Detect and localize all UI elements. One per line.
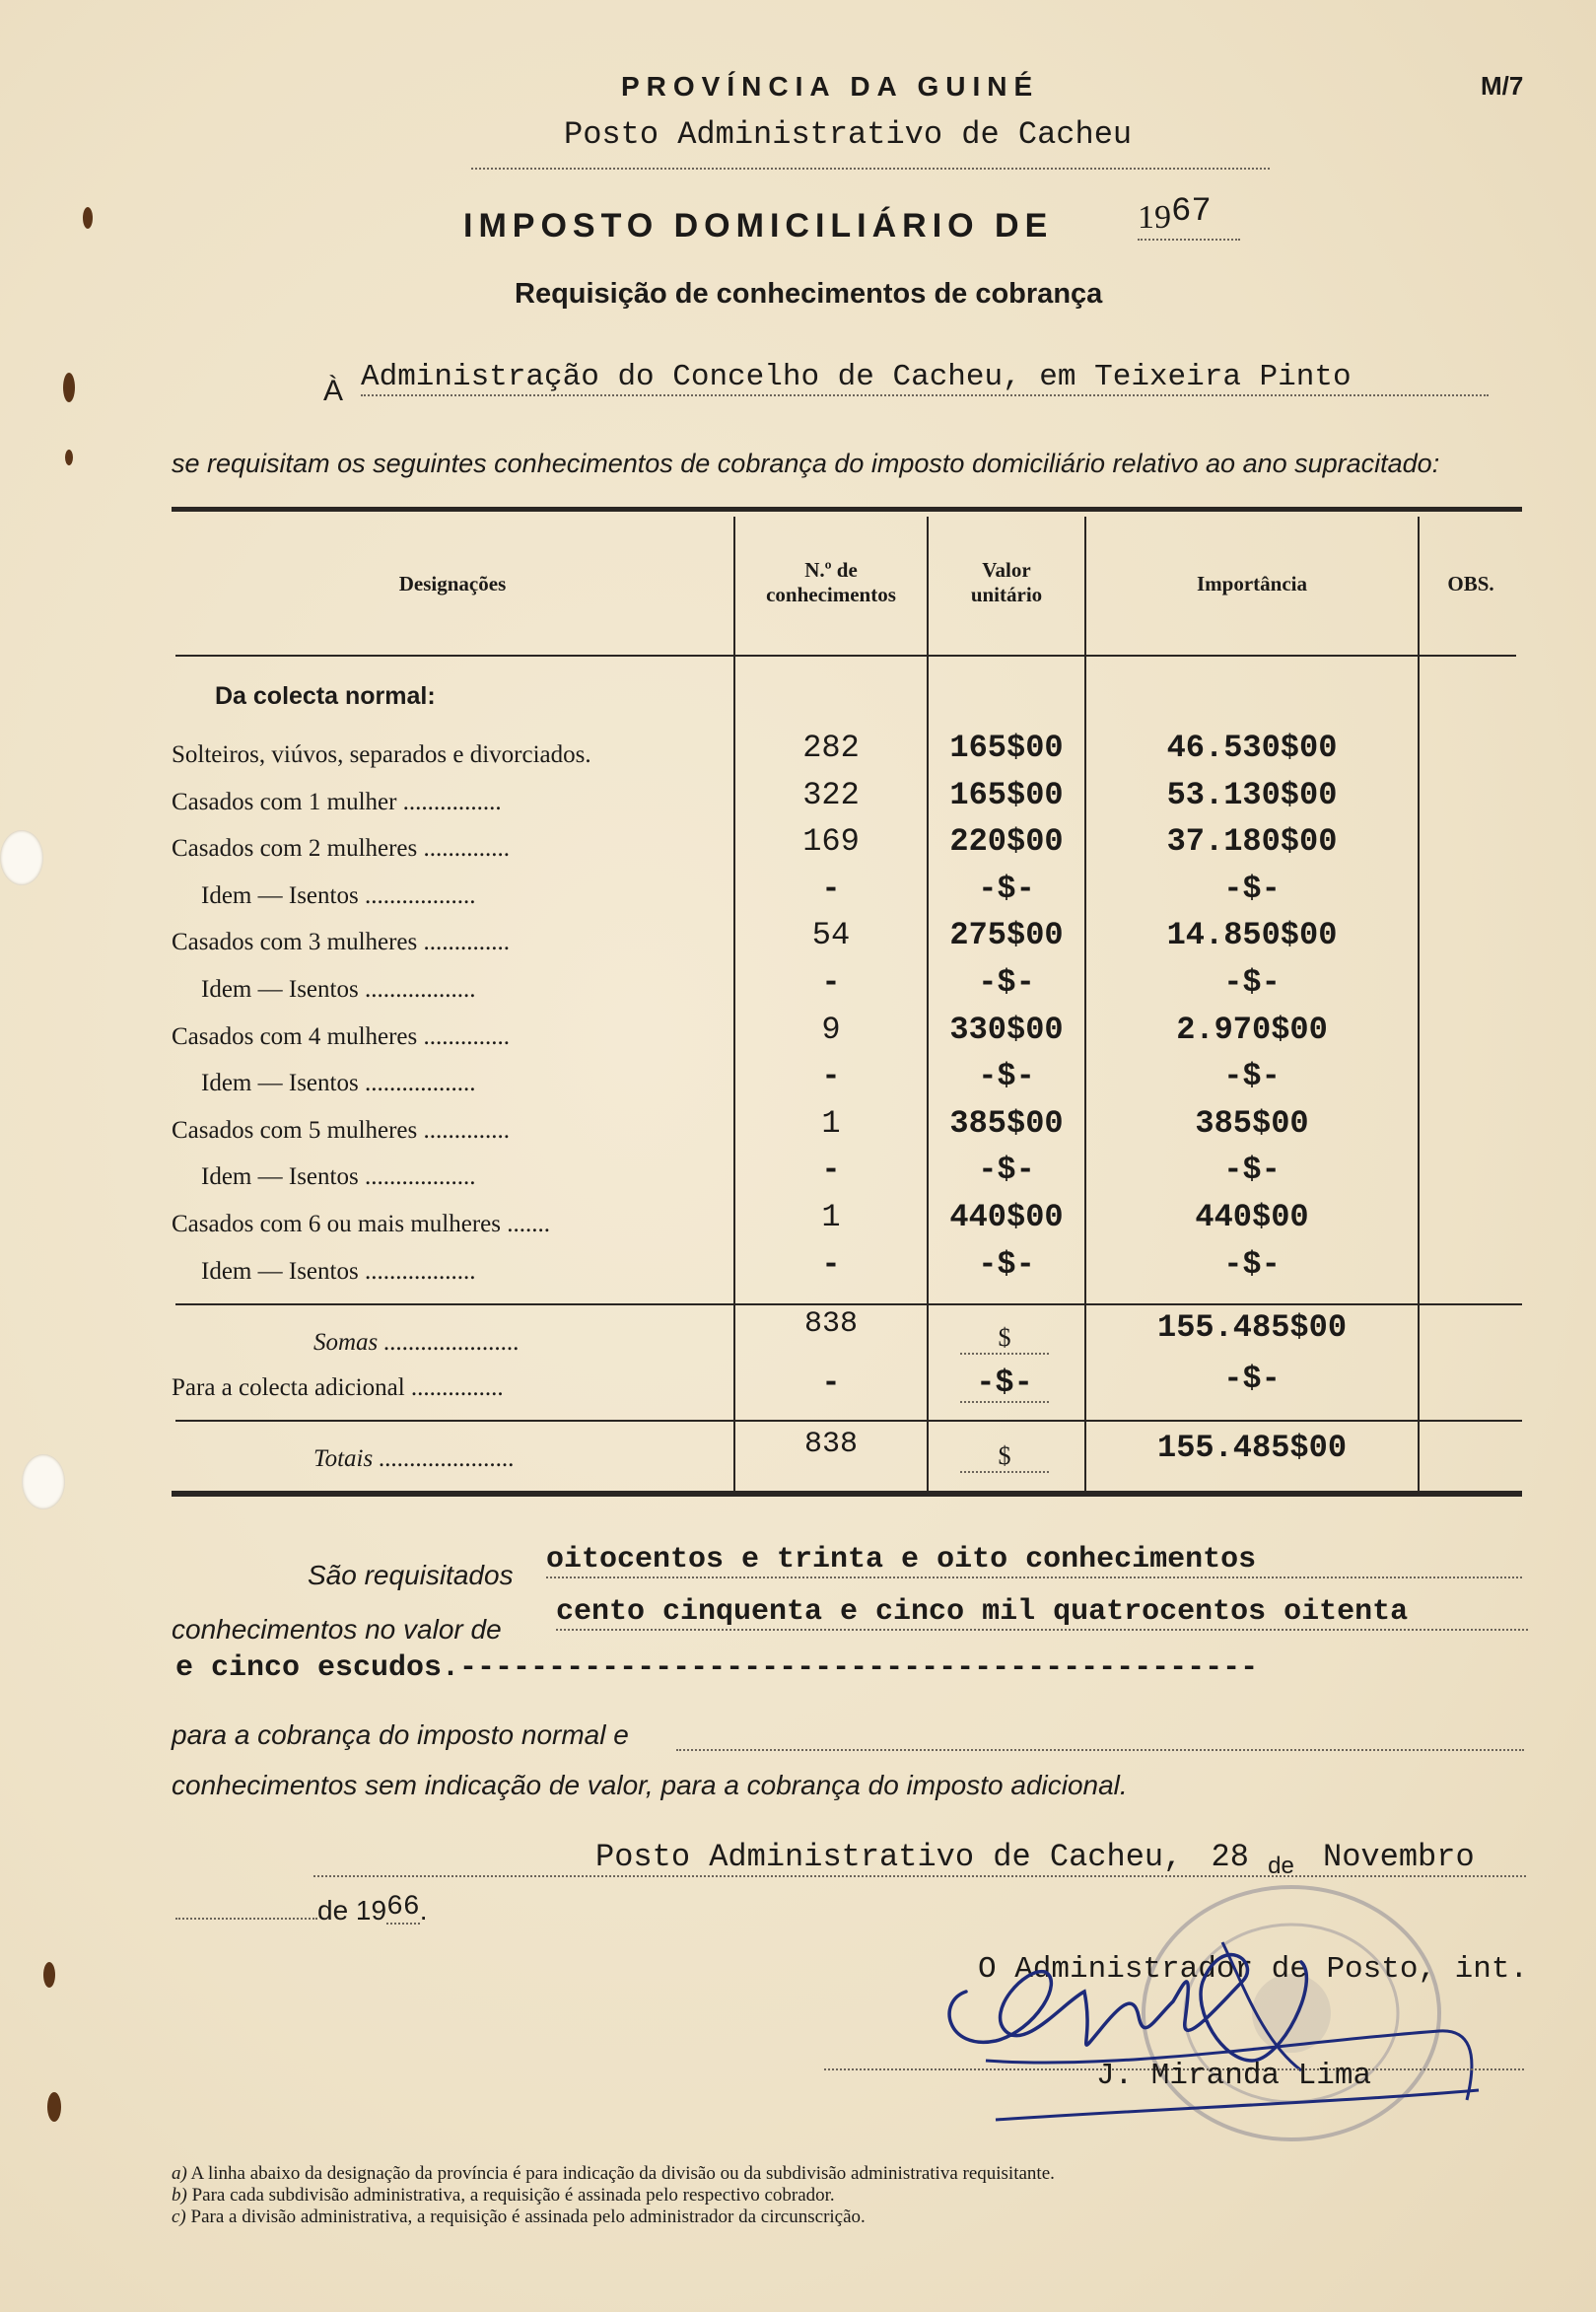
table-row-n: 322 bbox=[802, 777, 860, 813]
footnote-a bbox=[172, 2163, 1055, 2185]
table-row-valor: 220$00 bbox=[949, 823, 1064, 860]
somas-importancia: 155.485$00 bbox=[1156, 1309, 1348, 1346]
posto-dotted-line bbox=[471, 168, 1270, 170]
table-row-importancia: -$- bbox=[1223, 871, 1281, 907]
somas-valor: $ bbox=[960, 1323, 1049, 1355]
table-row-label: Idem — Isentos .................. bbox=[201, 1163, 476, 1190]
tax-year bbox=[1138, 193, 1240, 241]
footnote-c-mark: c) bbox=[172, 2207, 186, 2227]
rust-mark bbox=[83, 207, 93, 229]
date-year-suffix: 66 bbox=[386, 1892, 420, 1923]
date-year bbox=[175, 1892, 428, 1928]
header-n-line2: conhecimentos bbox=[766, 583, 896, 606]
table-row-n: - bbox=[821, 1152, 841, 1188]
tax-title: IMPOSTO DOMICILIÁRIO DE bbox=[463, 207, 1054, 245]
table-row-label: Casados com 4 mulheres .............. bbox=[172, 1023, 511, 1050]
punch-hole-bottom bbox=[22, 1454, 65, 1509]
adicional-valor: -$- bbox=[960, 1365, 1049, 1403]
table-row-label: Idem — Isentos .................. bbox=[201, 1070, 476, 1096]
requisition-value-count: oitocentos e trinta e oito conhecimentos bbox=[546, 1543, 1522, 1578]
footnote-b bbox=[172, 2185, 835, 2207]
table-row-n: 169 bbox=[802, 823, 860, 860]
table-row-importancia: -$- bbox=[1223, 1246, 1281, 1283]
col-divider-valor bbox=[927, 517, 929, 1491]
destination-name: Administração do Concelho de Cacheu, em Teixeira Pinto bbox=[361, 360, 1489, 396]
table-row-label: Casados com 2 mulheres .............. bbox=[172, 835, 511, 862]
table-row-importancia: 53.130$00 bbox=[1166, 777, 1338, 813]
table-row-valor: -$- bbox=[978, 964, 1035, 1001]
table-top-border bbox=[172, 507, 1522, 512]
admin-title: O Administrador de Posto, int. bbox=[978, 1952, 1529, 1987]
table-row-valor: 165$00 bbox=[949, 777, 1064, 813]
table-bottom-border bbox=[172, 1491, 1522, 1497]
requisition-text-3: para a cobrança do imposto normal e bbox=[172, 1719, 629, 1750]
table-row-n: 1 bbox=[821, 1199, 841, 1235]
date-year-prefix: de 19 bbox=[317, 1895, 387, 1926]
table-row-label: Idem — Isentos .................. bbox=[201, 882, 476, 909]
col-divider-obs bbox=[1418, 517, 1420, 1491]
table-row-importancia: -$- bbox=[1223, 1152, 1281, 1188]
handwritten-signature bbox=[927, 1923, 1498, 2130]
totais-importancia: 155.485$00 bbox=[1156, 1430, 1348, 1466]
form-code: M/7 bbox=[1481, 71, 1524, 101]
totais-n: 838 bbox=[803, 1428, 858, 1461]
table-row-n: - bbox=[821, 964, 841, 1001]
posto-name: Posto Administrativo de Cacheu bbox=[564, 116, 1133, 153]
destination-prefix: À bbox=[323, 375, 344, 407]
table-row-n: 1 bbox=[821, 1105, 841, 1142]
requisition-value-amount-cont: e cinco escudos.--------------------------------------------- bbox=[175, 1651, 1259, 1685]
totais-valor: $ bbox=[960, 1441, 1049, 1473]
requisition-value-amount: cento cinquenta e cinco mil quatrocentos oitenta bbox=[556, 1595, 1528, 1631]
requisition-table bbox=[172, 507, 1522, 1499]
requisition-dotted-line bbox=[676, 1749, 1524, 1751]
requisition-title: Requisição de conhecimentos de cobrança bbox=[515, 278, 1103, 310]
header-valor-line2: unitário bbox=[970, 583, 1043, 606]
table-row-label: Idem — Isentos .................. bbox=[201, 976, 476, 1003]
table-row-valor: -$- bbox=[978, 1152, 1035, 1188]
punch-hole-top bbox=[0, 830, 43, 885]
table-row-label: Idem — Isentos .................. bbox=[201, 1258, 476, 1285]
table-row-n: - bbox=[821, 1058, 841, 1094]
requisition-text-2: conhecimentos no valor de bbox=[172, 1614, 502, 1645]
totais-label: Totais ...................... bbox=[313, 1445, 515, 1472]
table-row-label: Casados com 5 mulheres .............. bbox=[172, 1117, 511, 1144]
table-row-valor: 440$00 bbox=[949, 1199, 1064, 1235]
footnote-a-text: A linha abaixo da designação da província é para indicação da divisão ou da subdivisão administrativa requisitante. bbox=[190, 2163, 1055, 2184]
header-importancia: Importância bbox=[1197, 572, 1307, 596]
requisition-text-1: São requisitados bbox=[308, 1560, 514, 1590]
table-row-label: Solteiros, viúvos, separados e divorciados. bbox=[172, 741, 591, 768]
table-row-valor: 165$00 bbox=[949, 730, 1064, 766]
table-row-n: 282 bbox=[802, 730, 860, 766]
section-title: Da colecta normal: bbox=[215, 682, 436, 710]
table-row-importancia: 385$00 bbox=[1195, 1105, 1309, 1142]
table-row-label: Casados com 6 ou mais mulheres ....... bbox=[172, 1211, 550, 1237]
date-day: 28 bbox=[1211, 1839, 1249, 1875]
header-designacoes: Designações bbox=[398, 572, 507, 596]
adicional-importancia: -$- bbox=[1223, 1361, 1281, 1397]
header-n-conhecimentos bbox=[735, 558, 927, 607]
footnote-a-mark: a) bbox=[172, 2163, 187, 2184]
requisition-text-4: conhecimentos sem indicação de valor, para a cobrança do imposto adicional. bbox=[172, 1770, 1128, 1800]
header-divider bbox=[175, 655, 733, 657]
admin-name: J. Miranda Lima bbox=[1096, 2059, 1372, 2093]
adicional-label: Para a colecta adicional ............... bbox=[172, 1374, 504, 1401]
table-row-valor: -$- bbox=[978, 871, 1035, 907]
table-row-label: Casados com 1 mulher ................ bbox=[172, 789, 502, 815]
table-row-valor: -$- bbox=[978, 1246, 1035, 1283]
header-valor-line1: Valor bbox=[982, 558, 1031, 582]
place-name: Posto Administrativo de Cacheu, bbox=[595, 1839, 1183, 1875]
table-row-n: 9 bbox=[821, 1012, 841, 1048]
table-row-importancia: 440$00 bbox=[1195, 1199, 1309, 1235]
province-title: PROVÍNCIA DA GUINÉ bbox=[621, 71, 1040, 102]
table-row-valor: 275$00 bbox=[949, 917, 1064, 953]
table-row-n: - bbox=[821, 1246, 841, 1283]
date-month: Novembro bbox=[1323, 1839, 1475, 1875]
footnote-c-text: Para a divisão administrativa, a requisição é assinada pelo administrador da circunscrição. bbox=[190, 2207, 866, 2227]
table-row-n: 54 bbox=[811, 917, 851, 953]
table-row-valor: 330$00 bbox=[949, 1012, 1064, 1048]
footnote-c bbox=[172, 2207, 866, 2228]
footnote-b-text: Para cada subdivisão administrativa, a requisição é assinada pelo respectivo cobrador. bbox=[191, 2185, 835, 2206]
table-row-importancia: -$- bbox=[1223, 1058, 1281, 1094]
header-n-line1: N.º de bbox=[804, 558, 858, 582]
rust-mark bbox=[43, 1962, 55, 1988]
table-row-importancia: -$- bbox=[1223, 964, 1281, 1001]
date-de: de bbox=[1268, 1853, 1294, 1879]
table-row-importancia: 2.970$00 bbox=[1176, 1012, 1328, 1048]
rust-mark bbox=[47, 2092, 61, 2122]
table-row-label: Casados com 3 mulheres .............. bbox=[172, 929, 511, 955]
rust-mark bbox=[63, 373, 75, 402]
table-row-importancia: 46.530$00 bbox=[1166, 730, 1338, 766]
table-row-n: - bbox=[821, 871, 841, 907]
totais-divider bbox=[175, 1420, 1522, 1422]
tax-year-suffix: 67 bbox=[1171, 193, 1212, 231]
requisition-intro: se requisitam os seguintes conhecimentos de cobrança do imposto domiciliário relativo ao ano supracitado: bbox=[172, 449, 1440, 478]
table-row-importancia: 14.850$00 bbox=[1166, 917, 1338, 953]
somas-label: Somas ...................... bbox=[313, 1329, 520, 1356]
table-row-importancia: 37.180$00 bbox=[1166, 823, 1338, 860]
somas-n: 838 bbox=[803, 1307, 858, 1341]
footnote-b-mark: b) bbox=[172, 2185, 187, 2206]
year-dots bbox=[175, 1918, 317, 1920]
header-divider-right bbox=[735, 655, 1516, 657]
year-end-dot: . bbox=[419, 1895, 428, 1926]
adicional-n: - bbox=[821, 1365, 841, 1401]
header-valor bbox=[929, 558, 1084, 607]
table-row-valor: -$- bbox=[978, 1058, 1035, 1094]
col-divider-n bbox=[733, 517, 735, 1491]
table-row-valor: 385$00 bbox=[949, 1105, 1064, 1142]
somas-divider bbox=[175, 1303, 1522, 1305]
tax-year-prefix: 19 bbox=[1138, 199, 1171, 236]
rust-mark bbox=[65, 450, 73, 465]
header-obs: OBS. bbox=[1447, 572, 1494, 596]
